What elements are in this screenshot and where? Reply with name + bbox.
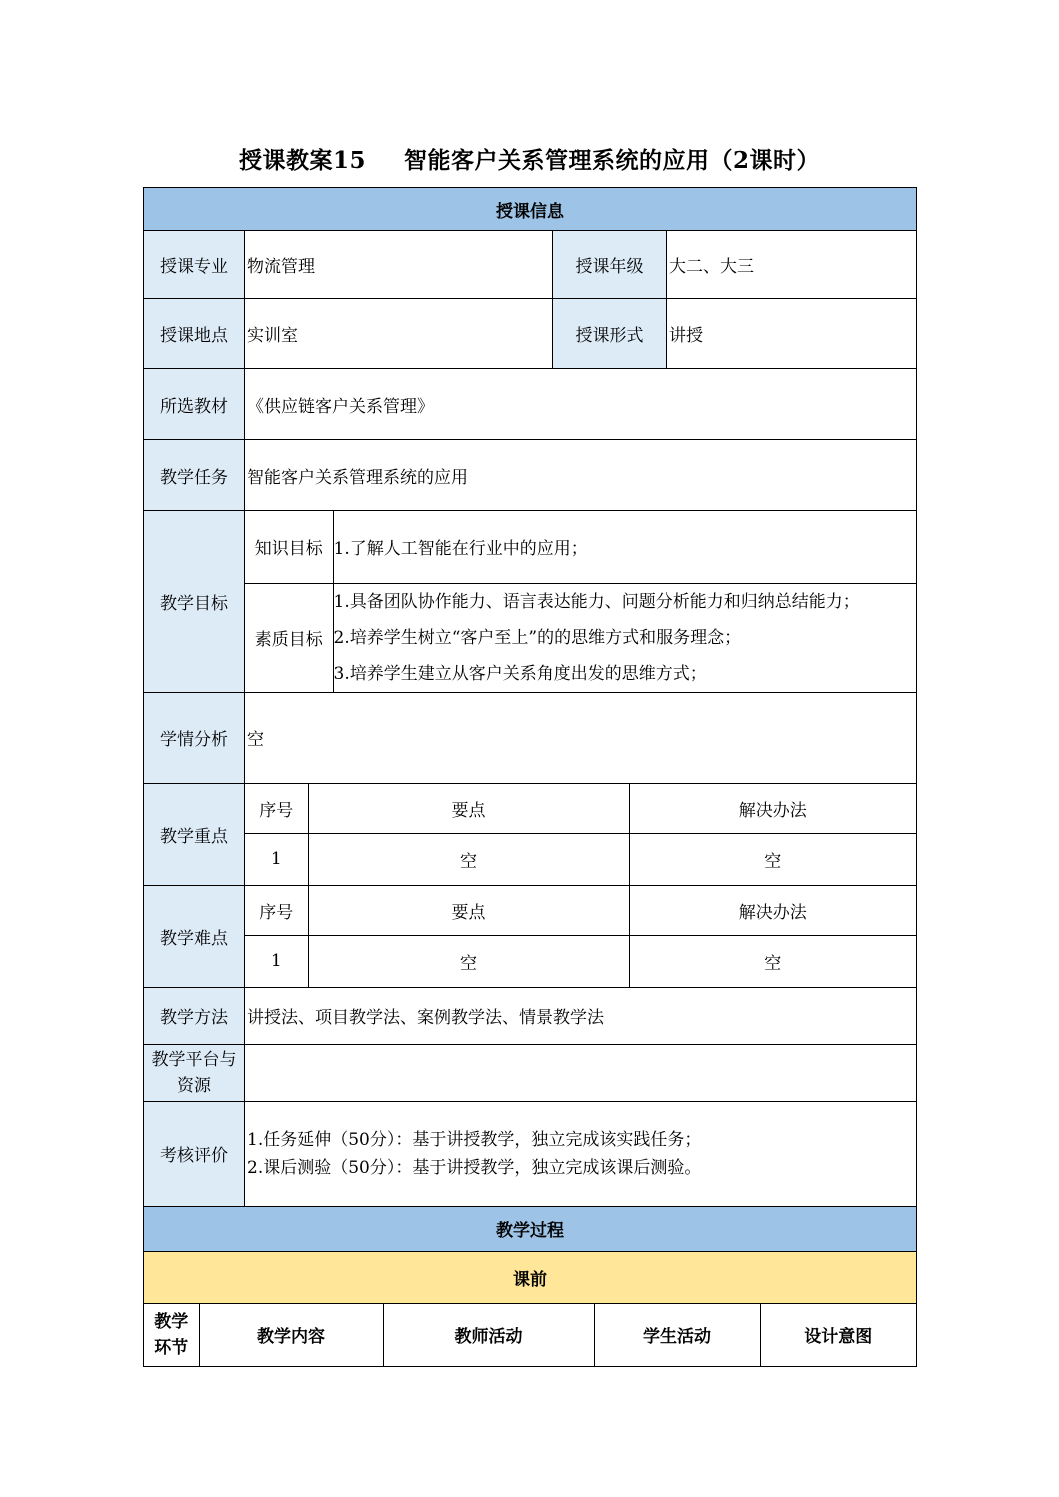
process-header-stage — [144, 1304, 199, 1366]
major-value: 物流管理 — [245, 231, 553, 299]
process-header-stage-line2: 环节 — [154, 1337, 189, 1358]
platform-label-line1: 教学平台与 — [151, 1049, 237, 1070]
section-process-header: 教学过程 — [144, 1206, 917, 1251]
objectives-label: 教学目标 — [144, 511, 245, 693]
table-row — [245, 834, 916, 885]
method-label: 教学方法 — [144, 987, 245, 1044]
analysis-label: 学情分析 — [144, 692, 245, 783]
process-header-table — [144, 1304, 916, 1366]
key-points-header-no: 序号 — [245, 784, 308, 834]
platform-label — [144, 1044, 245, 1101]
assessment-label: 考核评价 — [144, 1101, 245, 1206]
difficulties-label: 教学难点 — [144, 885, 245, 987]
quality-objective-item: 2.培养学生树立“客户至上”的的思维方式和服务理念； — [333, 627, 742, 648]
key-points-header-solution: 解决办法 — [629, 784, 916, 834]
key-points-header-point: 要点 — [308, 784, 629, 834]
process-header-teacher: 教师活动 — [383, 1304, 594, 1366]
quality-objective-label: 素质目标 — [245, 583, 333, 692]
assessment-item: 1.任务延伸（50分）：基于讲授教学，独立完成该实践任务； — [247, 1129, 702, 1150]
lesson-plan-table — [143, 187, 917, 1367]
difficulties-row-no: 1 — [245, 936, 308, 987]
grade-value: 大二、大三 — [667, 231, 917, 299]
difficulties-header-solution: 解决办法 — [629, 886, 916, 936]
process-header-content: 教学内容 — [199, 1304, 383, 1366]
key-points-table — [245, 784, 916, 885]
section-info-header: 授课信息 — [144, 188, 917, 231]
key-points-label: 教学重点 — [144, 783, 245, 885]
analysis-value: 空 — [245, 692, 917, 783]
platform-label-line2: 资源 — [177, 1075, 211, 1096]
location-label: 授课地点 — [144, 299, 245, 369]
difficulties-row-point: 空 — [308, 936, 629, 987]
form-label: 授课形式 — [553, 299, 667, 369]
key-points-row-solution: 空 — [629, 834, 916, 885]
assessment-value — [245, 1101, 917, 1206]
process-header-student: 学生活动 — [594, 1304, 760, 1366]
major-label: 授课专业 — [144, 231, 245, 299]
method-value: 讲授法、项目教学法、案例教学法、情景教学法 — [245, 987, 917, 1044]
difficulties-row-solution: 空 — [629, 936, 916, 987]
assessment-item: 2.课后测验（50分）：基于讲授教学，独立完成该课后测验。 — [247, 1157, 702, 1178]
quality-objective-item: 1.具备团队协作能力、语言表达能力、问题分析能力和归纳总结能力； — [333, 591, 860, 612]
task-label: 教学任务 — [144, 440, 245, 511]
difficulties-table — [245, 886, 916, 987]
location-value: 实训室 — [245, 299, 553, 369]
grade-label: 授课年级 — [553, 231, 667, 299]
difficulties-header-point: 要点 — [308, 886, 629, 936]
objectives-table — [245, 511, 916, 692]
knowledge-objective-value: 1.了解人工智能在行业中的应用； — [333, 511, 916, 583]
key-points-row-no: 1 — [245, 834, 308, 885]
process-header-intent: 设计意图 — [760, 1304, 916, 1366]
key-points-row-point: 空 — [308, 834, 629, 885]
quality-objective-list — [333, 583, 916, 692]
process-header-stage-line1: 教学 — [154, 1311, 189, 1332]
section-pre-class-header: 课前 — [144, 1251, 917, 1303]
textbook-value: 《供应链客户关系管理》 — [245, 369, 917, 440]
difficulties-header-no: 序号 — [245, 886, 308, 936]
platform-value — [245, 1044, 917, 1101]
textbook-label: 所选教材 — [144, 369, 245, 440]
title-lesson-name: 智能客户关系管理系统的应用（2课时） — [404, 147, 821, 174]
title-lesson-number: 授课教案15 — [238, 147, 366, 174]
page-title — [0, 142, 1059, 175]
table-row — [245, 936, 916, 987]
knowledge-objective-label: 知识目标 — [245, 511, 333, 583]
form-value: 讲授 — [667, 299, 917, 369]
task-value: 智能客户关系管理系统的应用 — [245, 440, 917, 511]
quality-objective-item: 3.培养学生建立从客户关系角度出发的思维方式； — [333, 663, 707, 684]
